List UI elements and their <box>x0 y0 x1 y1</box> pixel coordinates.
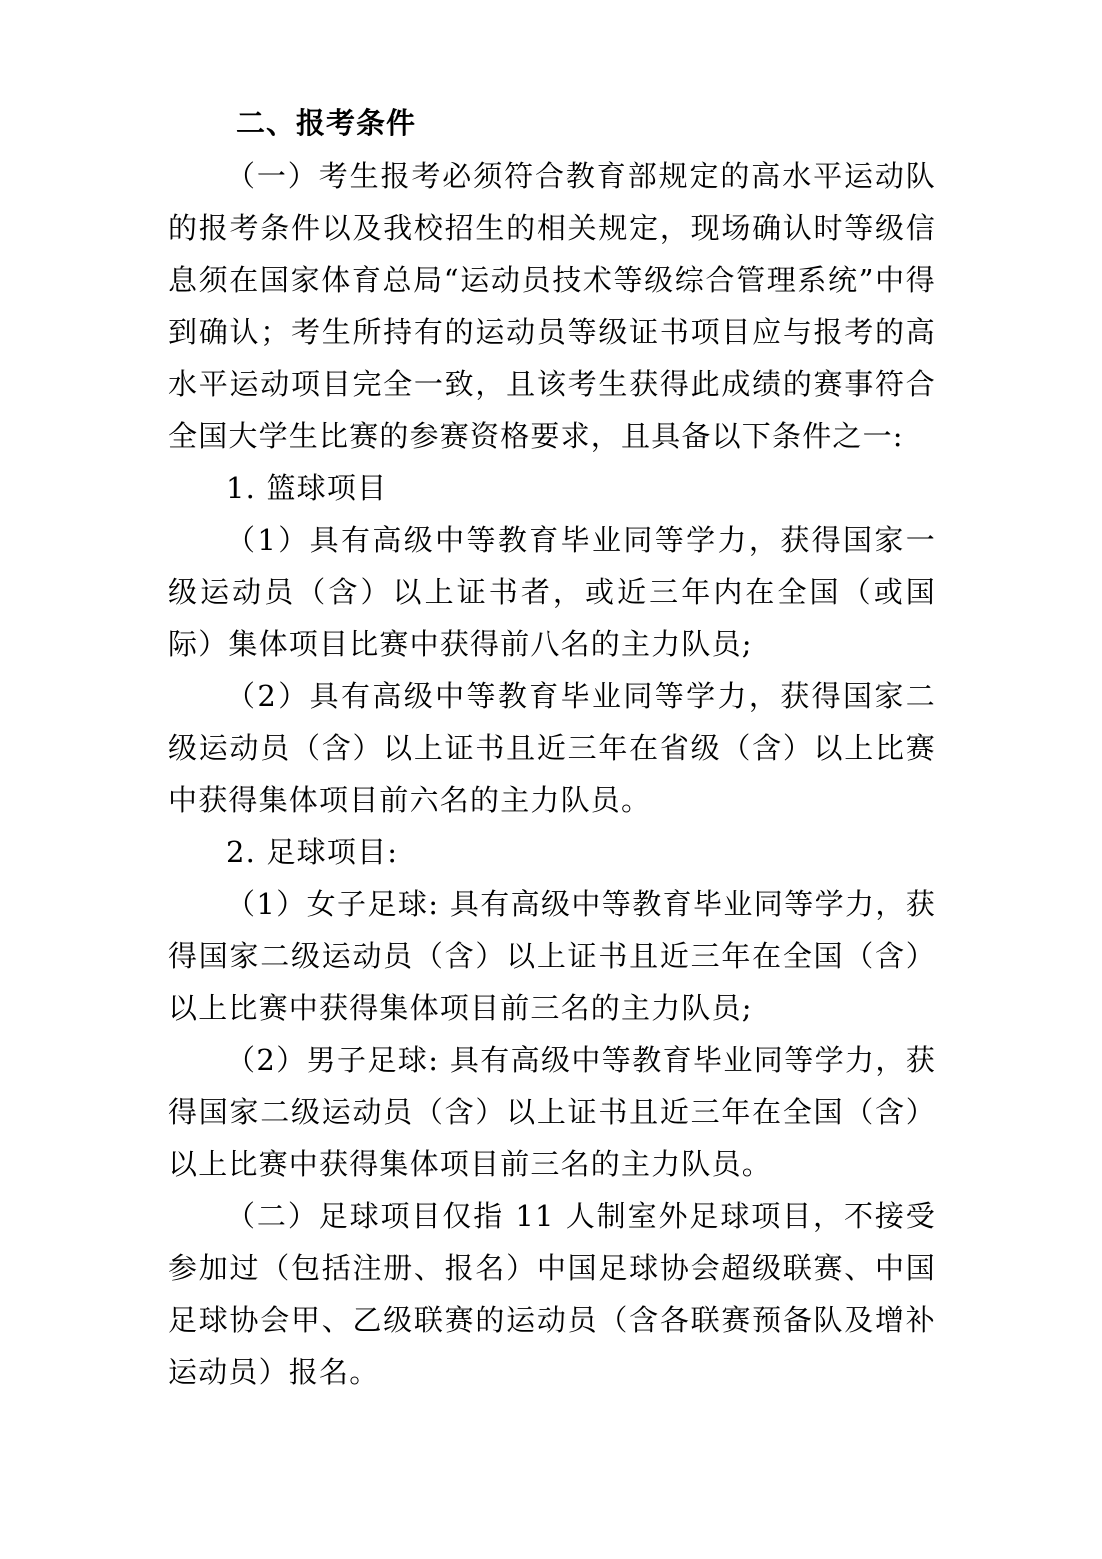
paragraph-football-restriction: （二）足球项目仅指 11 人制室外足球项目，不接受参加过（包括注册、报名）中国足球协会超级联赛、中国足球协会甲、乙级联赛的运动员（含各联赛预备队及增补运动员）报名。 <box>168 1199 936 1389</box>
basketball-title: 1. 篮球项目 <box>226 471 388 505</box>
basketball-condition-2: （2）具有高级中等教育毕业同等学力，获得国家二级运动员（含）以上证书且近三年在省级（含）以上比赛中获得集体项目前六名的主力队员。 <box>168 679 936 817</box>
section-title: 二、报考条件 <box>236 106 417 140</box>
paragraph-requirements-intro: （一）考生报考必须符合教育部规定的高水平运动队的报考条件以及我校招生的相关规定，现场确认时等级信息须在国家体育总局“运动员技术等级综合管理系统”中得到确认；考生所持有的运动员等级证书项目应与报考的高水平运动项目完全一致，且该考生获得此成绩的赛事符合全国大学生比赛的参赛资格要求，且具备以下条件之一: <box>168 159 936 453</box>
document-page <box>168 96 936 1398</box>
football-title: 2. 足球项目: <box>226 835 399 869</box>
basketball-condition-1: （1）具有高级中等教育毕业同等学力，获得国家一级运动员（含）以上证书者，或近三年内在全国（或国际）集体项目比赛中获得前八名的主力队员; <box>168 523 936 661</box>
football-condition-women: （1）女子足球: 具有高级中等教育毕业同等学力，获得国家二级运动员（含）以上证书且近三年在全国（含）以上比赛中获得集体项目前三名的主力队员; <box>168 887 936 1025</box>
football-condition-men: （2）男子足球: 具有高级中等教育毕业同等学力，获得国家二级运动员（含）以上证书且近三年在全国（含）以上比赛中获得集体项目前三名的主力队员。 <box>168 1043 936 1181</box>
